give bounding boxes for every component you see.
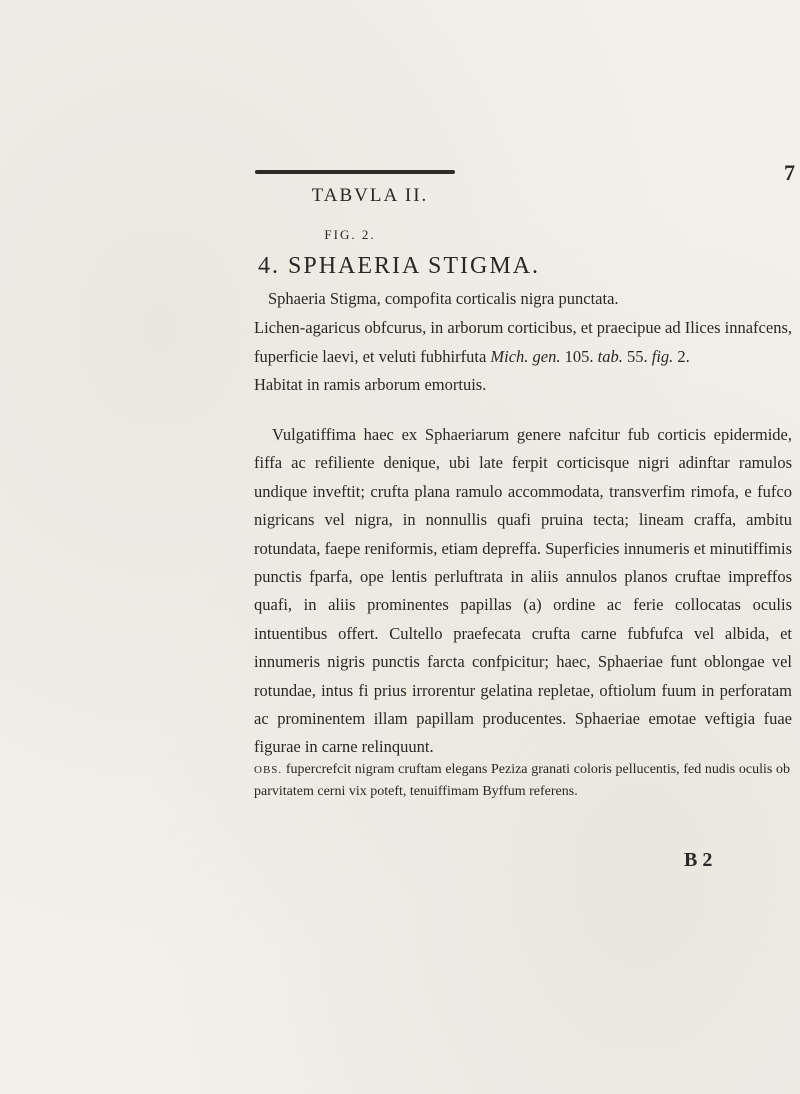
- synonym-ref-fig-num: 2.: [677, 346, 690, 366]
- species-heading: 4. SPHAERIA STIGMA.: [258, 253, 541, 279]
- habitat: Habitat in ramis arborum emortuis.: [254, 375, 487, 394]
- synonym-text: Lichen-agaricus obfcurus, in arborum corticibus, et praecipue ad Ilices innafcens, fuperficie laevi, et veluti fubhirfuta: [254, 318, 792, 366]
- obs-text: fupercrefcit nigram cruftam elegans Peziza granati coloris pellucentis, fed nudis oculis ob parvitatem cerni vix poteft, tenuiffimam Byffum referens.: [254, 762, 791, 799]
- synonym-ref-author: Mich. gen.: [490, 346, 561, 366]
- obs-label: OBS.: [254, 764, 283, 776]
- synonym-ref-fig: fig.: [651, 346, 674, 366]
- header-rule: [255, 170, 455, 174]
- description-paragraph: Vulgatiffima haec ex Sphaeriarum genere nafcitur fub corticis epidermide, fiffa ac refiliente denique, ubi late ferpit corticisque nigri adinftar ramulos undique inveftit; crufta plana ramulo accommodata, transverfim rimofa, e fufco nigricans vel nigra, in nonnullis quafi pruina tecta; lineam craffa, ambitu rotundata, faepe reniformis, etiam depreffa. Superficies innumeris et minutiffimis punctis fparfa, ope lentis perluftrata in aliis annulos planos cruftae impreffos quafi, in aliis prominentes papillas (a) ordine ac ferie collocatas oculis intuentibus offert. Cultello praefecata crufta carne fubfufca vel albida, et innumeris nigris punctis farcta confpicitur; haec, Sphaeriae funt oblongae vel rotundae, intus fi prius irrorentur gelatina repletae, oftiolum fuum in perforatam ac prominentem illam papillam producentes. Sphaeriae emotae veftigia fuae figurae in carne relinquunt.: [254, 425, 792, 757]
- synonym-ref-tab-num: 55.: [626, 346, 648, 366]
- signature-mark: B 2: [684, 849, 713, 871]
- observation-note: [254, 759, 790, 803]
- plate-title: TABVLA II.: [311, 185, 429, 206]
- synonym-ref-page: 105.: [564, 346, 594, 366]
- diagnosis: Sphaeria Stigma, compofita corticalis nigra punctata.: [268, 289, 619, 308]
- figure-label: FIG. 2.: [324, 227, 376, 242]
- page-number: 7: [784, 160, 795, 185]
- synonym-ref-tab: tab.: [597, 346, 623, 366]
- synonym-paragraph: [254, 314, 792, 400]
